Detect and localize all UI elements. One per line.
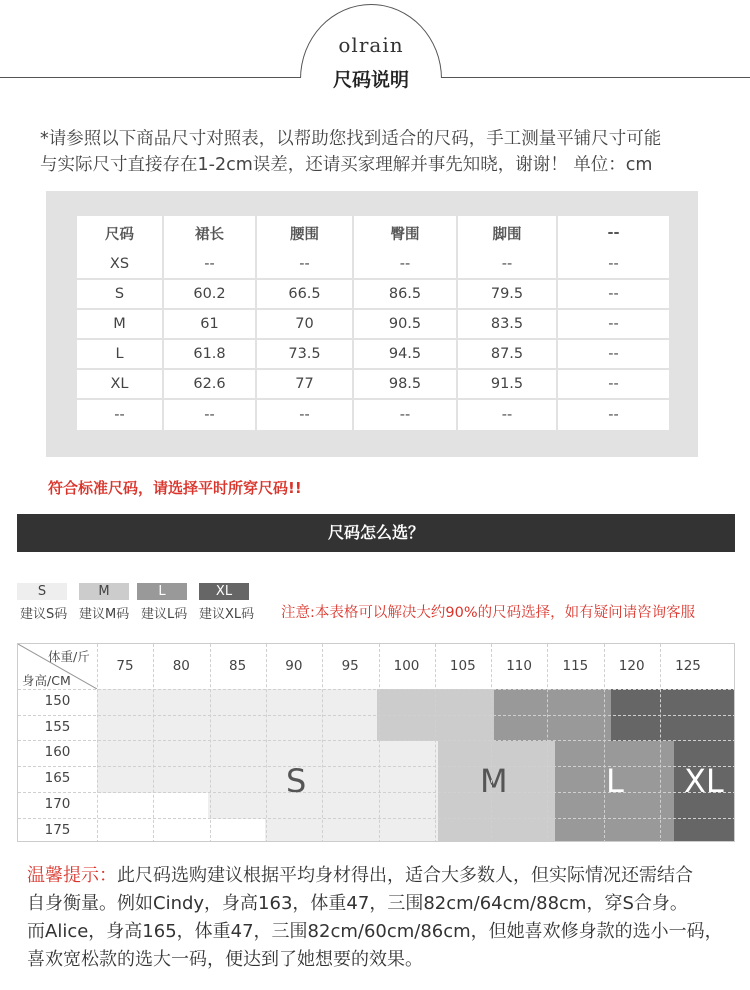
legend-swatch-m: M: [79, 583, 129, 600]
weight-label: 95: [341, 658, 359, 674]
size-table-cell: --: [164, 250, 257, 280]
grid-line: [18, 689, 735, 690]
size-table-panel: [46, 191, 698, 457]
weight-label: 105: [449, 658, 476, 674]
legend-label-m: 建议M码: [79, 607, 130, 622]
size-table-cell: --: [257, 250, 354, 280]
weight-label: 90: [285, 658, 303, 674]
grid-line: [18, 818, 735, 819]
header-cell: 腰围: [257, 216, 354, 250]
size-table-cell: --: [354, 250, 458, 280]
size-table-cell: S: [77, 280, 164, 310]
header-cell: 脚围: [458, 216, 558, 250]
size-table-cell: --: [164, 400, 257, 430]
header-rule-right: [441, 77, 750, 78]
weight-label: 80: [172, 658, 190, 674]
height-axis-title: 身高/CM: [22, 673, 71, 688]
size-guide-chart: [17, 643, 735, 842]
legend-swatch-l: L: [137, 583, 187, 600]
brand-logo: olrain: [338, 33, 404, 57]
size-table-cell: 73.5: [257, 340, 354, 370]
size-table-row: [77, 310, 669, 340]
size-table-cell: --: [558, 340, 669, 370]
size-table-cell: 61.8: [164, 340, 257, 370]
size-table-cell: 87.5: [458, 340, 558, 370]
size-table-cell: XS: [77, 250, 164, 280]
header-cell: 裙长: [164, 216, 257, 250]
tips-line: 而Alice，身高165，体重47，三围82cm/60cm/86cm，但她喜欢修身款的选小一码，: [27, 921, 723, 942]
height-label: 170: [44, 795, 71, 812]
legend-swatch-s: S: [17, 583, 67, 600]
size-table-cell: 66.5: [257, 280, 354, 310]
header-cell: 臀围: [354, 216, 458, 250]
size-table-cell: 94.5: [354, 340, 458, 370]
weight-label: 115: [562, 658, 589, 674]
notice-text: 注意:本表格可以解决大约90%的尺码选择，如有疑问请咨询客服: [281, 605, 696, 621]
header-rule-left: [0, 77, 302, 78]
size-table-cell: --: [458, 400, 558, 430]
weight-label: 100: [393, 658, 420, 674]
height-label: 150: [44, 693, 71, 709]
grid-line: [18, 715, 735, 716]
size-table-cell: M: [77, 310, 164, 340]
size-table-cell: 62.6: [164, 370, 257, 400]
size-table-cell: --: [354, 400, 458, 430]
size-table-row: [77, 250, 669, 280]
region-label-m: M: [480, 762, 508, 800]
grid-line: [18, 792, 735, 793]
size-table-cell: 61: [164, 310, 257, 340]
size-table-row: [77, 340, 669, 370]
size-table-cell: --: [558, 370, 669, 400]
region-label-s: S: [286, 762, 307, 800]
size-table-cell: 83.5: [458, 310, 558, 340]
region-s: [265, 819, 438, 842]
legend-label-s: 建议S码: [20, 607, 68, 622]
size-table-cell: 86.5: [354, 280, 458, 310]
size-table-cell: 90.5: [354, 310, 458, 340]
tips-paragraph: [27, 862, 742, 974]
size-table-header-row: [77, 216, 669, 250]
size-table-cell: 70: [257, 310, 354, 340]
weight-label: 75: [116, 658, 134, 674]
size-note: 符合标准尺码，请选择平时所穿尺码!!: [48, 479, 302, 497]
weight-label: 85: [229, 658, 247, 674]
size-table-cell: --: [558, 310, 669, 340]
grid-line: [18, 740, 735, 741]
height-label: 175: [44, 821, 71, 838]
size-table-cell: --: [458, 250, 558, 280]
size-table-row: [77, 280, 669, 310]
size-table-cell: --: [558, 280, 669, 310]
intro-line: *请参照以下商品尺寸对照表，以帮助您找到适合的尺码，手工测量平铺尺寸可能: [40, 129, 662, 149]
region-label-l: L: [606, 762, 624, 800]
tips-label: 温馨提示：: [27, 865, 117, 886]
size-table-row: [77, 400, 669, 430]
size-table-cell: 91.5: [458, 370, 558, 400]
header-cell: 尺码: [77, 216, 164, 250]
intro-line: 与实际尺寸直接存在1-2cm误差，还请买家理解并事先知晓，谢谢！ 单位：cm: [40, 155, 653, 175]
size-table-row: [77, 370, 669, 400]
size-table-cell: 79.5: [458, 280, 558, 310]
header-cell: --: [607, 225, 620, 241]
weight-label: 120: [618, 658, 645, 674]
tips-line: 喜欢宽松款的选大一码，便达到了她想要的效果。: [27, 949, 423, 970]
intro-text: [40, 126, 740, 178]
region-label-xl: XL: [684, 762, 724, 800]
weight-label: 110: [506, 658, 532, 674]
height-label: 155: [44, 718, 71, 735]
size-table-cell: 60.2: [164, 280, 257, 310]
size-table-cell: --: [608, 407, 619, 423]
page-title: 尺码说明: [332, 69, 409, 91]
size-table-cell: --: [558, 250, 669, 280]
weight-label: 125: [675, 658, 701, 674]
size-table-cell: XL: [77, 370, 164, 400]
legend-swatch-xl: XL: [199, 583, 249, 600]
height-label: 160: [44, 744, 71, 761]
grid-line: [18, 766, 735, 767]
size-table-cell: --: [257, 400, 354, 430]
height-label: 165: [44, 770, 71, 787]
tips-line: 此尺码选购建议根据平均身材得出，适合大多数人，但实际情况还需结合: [117, 865, 693, 886]
section-title: 尺码怎么选？: [17, 514, 735, 552]
legend-label-xl: 建议XL码: [199, 607, 255, 622]
weight-axis-title: 体重/斤: [48, 649, 90, 664]
size-table-cell: 98.5: [354, 370, 458, 400]
tips-line: 自身衡量。例如Cindy，身高163，体重47，三围82cm/64cm/88cm，穿S合身。: [27, 893, 688, 914]
size-table-cell: L: [77, 340, 164, 370]
size-table: [77, 216, 669, 430]
legend-label-l: 建议L码: [141, 607, 188, 622]
size-table-cell: 77: [257, 370, 354, 400]
size-table-cell: --: [77, 400, 164, 430]
